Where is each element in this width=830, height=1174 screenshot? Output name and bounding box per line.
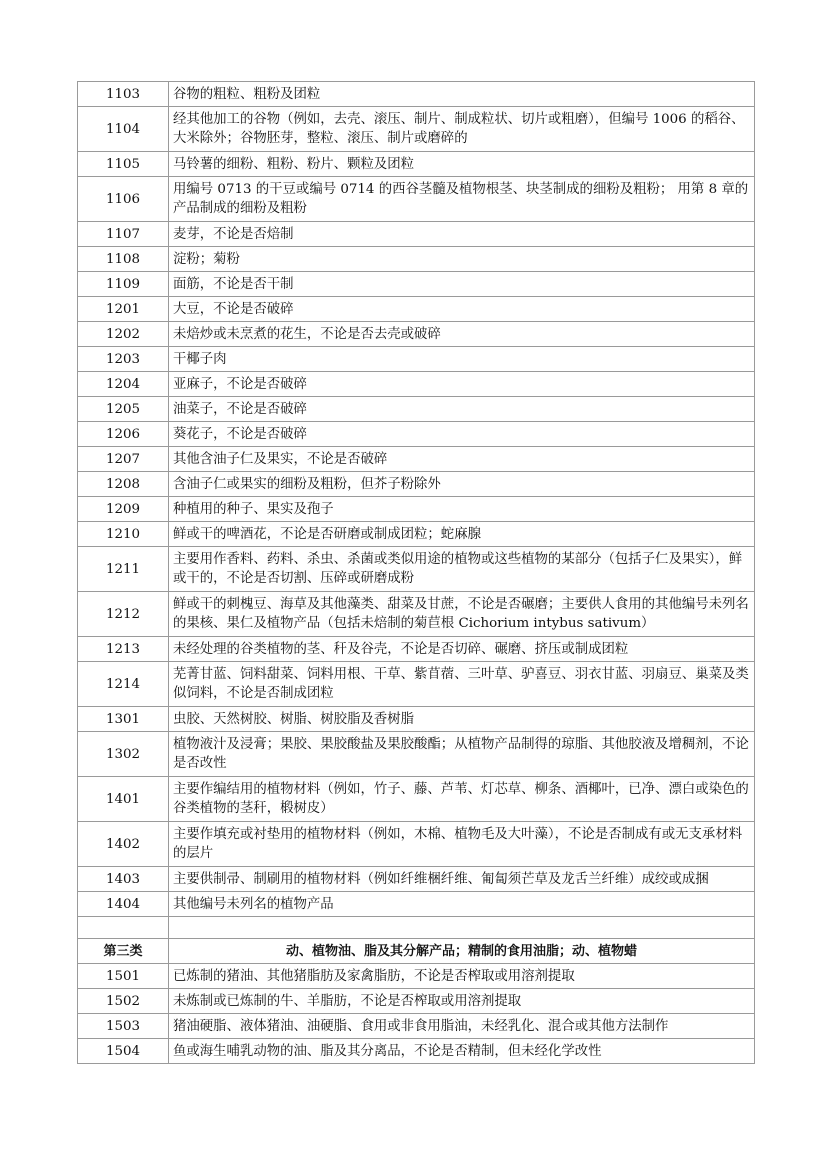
table-row <box>78 777 755 822</box>
hs-code-cell: 1210 <box>78 522 169 547</box>
hs-code-cell: 1104 <box>78 107 169 152</box>
table-row <box>78 822 755 867</box>
hs-code-cell: 1106 <box>78 177 169 222</box>
description-cell: 葵花子，不论是否破碎 <box>169 422 755 447</box>
table-row <box>78 547 755 592</box>
table-row <box>78 867 755 892</box>
hs-code-cell: 1208 <box>78 472 169 497</box>
table-row <box>78 222 755 247</box>
table-row <box>78 1014 755 1039</box>
empty-cell <box>169 917 755 939</box>
description-cell: 鲜或干的啤酒花，不论是否研磨或制成团粒；蛇麻腺 <box>169 522 755 547</box>
table-row <box>78 347 755 372</box>
table-row <box>78 1039 755 1064</box>
table-row <box>78 637 755 662</box>
hs-code-cell: 1213 <box>78 637 169 662</box>
hs-code-cell: 1211 <box>78 547 169 592</box>
hs-code-table <box>77 81 755 1064</box>
description-cell: 鱼或海生哺乳动物的油、脂及其分离品，不论是否精制，但未经化学改性 <box>169 1039 755 1064</box>
hs-code-cell: 1401 <box>78 777 169 822</box>
description-cell: 淀粉；菊粉 <box>169 247 755 272</box>
table-row <box>78 662 755 707</box>
table-row <box>78 707 755 732</box>
hs-code-cell: 1206 <box>78 422 169 447</box>
table-row <box>78 732 755 777</box>
table-row <box>78 107 755 152</box>
description-cell: 其他含油子仁及果实，不论是否破碎 <box>169 447 755 472</box>
table-row <box>78 592 755 637</box>
table-row <box>78 397 755 422</box>
description-cell: 未焙炒或未烹煮的花生，不论是否去壳或破碎 <box>169 322 755 347</box>
hs-code-cell: 1302 <box>78 732 169 777</box>
hs-code-cell: 1209 <box>78 497 169 522</box>
description-cell: 面筋，不论是否干制 <box>169 272 755 297</box>
description-cell: 鲜或干的刺槐豆、海草及其他藻类、甜菜及甘蔗，不论是否碾磨；主要供人食用的其他编号未列名的果核、果仁及植物产品（包括未焙制的菊苣根 Cichorium intybus sativum） <box>169 592 755 637</box>
hs-code-cell: 1103 <box>78 82 169 107</box>
hs-code-cell: 1214 <box>78 662 169 707</box>
table-row <box>78 322 755 347</box>
hs-code-cell: 1205 <box>78 397 169 422</box>
description-cell: 已炼制的猪油、其他猪脂肪及家禽脂肪，不论是否榨取或用溶剂提取 <box>169 964 755 989</box>
table-row <box>78 152 755 177</box>
hs-code-cell: 1403 <box>78 867 169 892</box>
table-row <box>78 447 755 472</box>
hs-code-cell: 1207 <box>78 447 169 472</box>
description-cell: 其他编号未列名的植物产品 <box>169 892 755 917</box>
description-cell: 大豆，不论是否破碎 <box>169 297 755 322</box>
hs-code-cell: 1502 <box>78 989 169 1014</box>
hs-code-cell: 1108 <box>78 247 169 272</box>
description-cell: 未炼制或已炼制的牛、羊脂肪，不论是否榨取或用溶剂提取 <box>169 989 755 1014</box>
table-row <box>78 272 755 297</box>
description-cell: 种植用的种子、果实及孢子 <box>169 497 755 522</box>
table-row <box>78 497 755 522</box>
description-cell: 植物液汁及浸膏；果胶、果胶酸盐及果胶酸酯；从植物产品制得的琼脂、其他胶液及增稠剂，不论是否改性 <box>169 732 755 777</box>
table-row <box>78 522 755 547</box>
category-header-row <box>78 939 755 964</box>
table-row <box>78 247 755 272</box>
table-row <box>78 177 755 222</box>
description-cell: 谷物的粗粒、粗粉及团粒 <box>169 82 755 107</box>
hs-code-cell: 1301 <box>78 707 169 732</box>
hs-code-cell: 1212 <box>78 592 169 637</box>
hs-code-cell: 1504 <box>78 1039 169 1064</box>
description-cell: 未经处理的谷类植物的茎、秆及谷壳，不论是否切碎、碾磨、挤压或制成团粒 <box>169 637 755 662</box>
hs-code-cell: 1503 <box>78 1014 169 1039</box>
hs-code-cell: 1201 <box>78 297 169 322</box>
description-cell: 主要供制帚、制刷用的植物材料（例如纤维梱纤维、匍匐须芒草及龙舌兰纤维）成绞或成捆 <box>169 867 755 892</box>
description-cell: 干椰子肉 <box>169 347 755 372</box>
empty-cell <box>78 917 169 939</box>
category-code: 第三类 <box>78 939 169 964</box>
hs-code-cell: 1402 <box>78 822 169 867</box>
description-cell: 麦芽，不论是否焙制 <box>169 222 755 247</box>
table-row <box>78 964 755 989</box>
hs-code-cell: 1501 <box>78 964 169 989</box>
table-row <box>78 472 755 497</box>
table-row <box>78 82 755 107</box>
hs-code-cell: 1202 <box>78 322 169 347</box>
description-cell: 芜菁甘蓝、饲料甜菜、饲料用根、干草、紫苜蓿、三叶草、驴喜豆、羽衣甘蓝、羽扇豆、巢菜及类似饲料，不论是否制成团粒 <box>169 662 755 707</box>
hs-code-cell: 1204 <box>78 372 169 397</box>
description-cell: 主要用作香料、药料、杀虫、杀菌或类似用途的植物或这些植物的某部分（包括子仁及果实），鲜或干的，不论是否切割、压碎或研磨成粉 <box>169 547 755 592</box>
hs-code-cell: 1107 <box>78 222 169 247</box>
empty-row <box>78 917 755 939</box>
description-cell: 用编号 0713 的干豆或编号 0714 的西谷茎髓及植物根茎、块茎制成的细粉及粗粉； 用第 8 章的产品制成的细粉及粗粉 <box>169 177 755 222</box>
table-row <box>78 297 755 322</box>
hs-code-cell: 1109 <box>78 272 169 297</box>
description-cell: 猪油硬脂、液体猪油、油硬脂、食用或非食用脂油，未经乳化、混合或其他方法制作 <box>169 1014 755 1039</box>
table-row <box>78 422 755 447</box>
description-cell: 主要作填充或衬垫用的植物材料（例如，木棉、植物毛及大叶藻），不论是否制成有或无支承材料的层片 <box>169 822 755 867</box>
description-cell: 主要作编结用的植物材料（例如，竹子、藤、芦苇、灯芯草、柳条、酒椰叶，已净、漂白或染色的谷类植物的茎秆，椴树皮） <box>169 777 755 822</box>
description-cell: 经其他加工的谷物（例如，去壳、滚压、制片、制成粒状、切片或粗磨），但编号 1006 的稻谷、大米除外；谷物胚芽，整粒、滚压、制片或磨碎的 <box>169 107 755 152</box>
table-body <box>78 82 755 1064</box>
hs-code-cell: 1105 <box>78 152 169 177</box>
table-row <box>78 989 755 1014</box>
description-cell: 马铃薯的细粉、粗粉、粉片、颗粒及团粒 <box>169 152 755 177</box>
hs-code-cell: 1203 <box>78 347 169 372</box>
description-cell: 亚麻子，不论是否破碎 <box>169 372 755 397</box>
description-cell: 含油子仁或果实的细粉及粗粉，但芥子粉除外 <box>169 472 755 497</box>
hs-code-cell: 1404 <box>78 892 169 917</box>
description-cell: 油菜子，不论是否破碎 <box>169 397 755 422</box>
category-title: 动、植物油、脂及其分解产品；精制的食用油脂；动、植物蜡 <box>169 939 755 964</box>
table-row <box>78 372 755 397</box>
description-cell: 虫胶、天然树胶、树脂、树胶脂及香树脂 <box>169 707 755 732</box>
table-row <box>78 892 755 917</box>
